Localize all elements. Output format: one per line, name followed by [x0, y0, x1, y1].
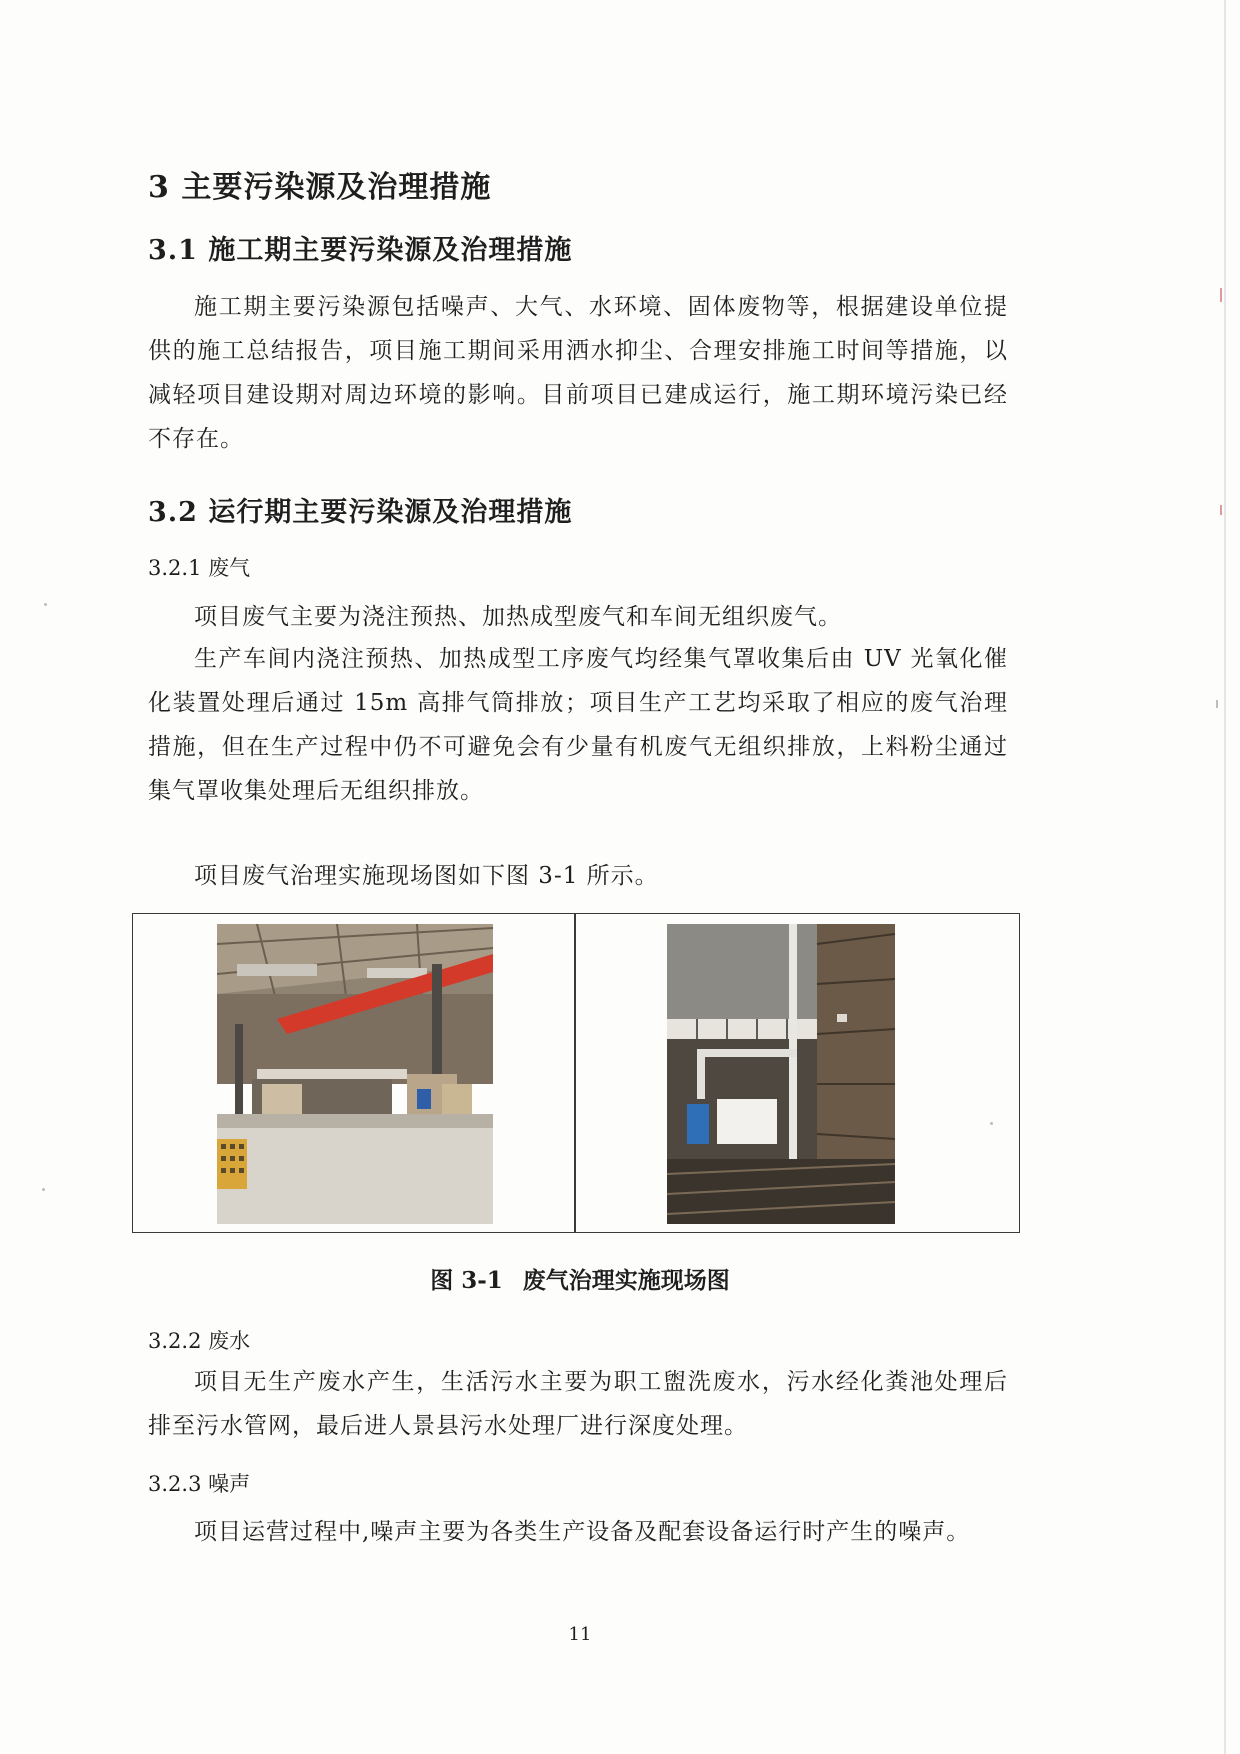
scan-mark: [1216, 700, 1218, 708]
noise-paragraph: 项目运营过程中,噪声主要为各类生产设备及配套设备运行时产生的噪声。: [194, 1519, 971, 1545]
figure-3-1-frame: [132, 913, 1020, 1233]
page-edge: [1224, 0, 1226, 1754]
subsection-3-1-title: 3.1 施工期主要污染源及治理措施: [148, 235, 573, 266]
waste-gas-paragraph-3: 项目废气治理实施现场图如下图 3-1 所示。: [194, 863, 659, 889]
subsection-3-2-3-title: 3.2.3 噪声: [148, 1472, 251, 1496]
workshop-photo-right: [667, 924, 895, 1224]
scan-mark: [1220, 288, 1222, 302]
subsection-3-2-2-title: 3.2.2 废水: [148, 1329, 251, 1353]
waste-gas-paragraph-1: 项目废气主要为浇注预热、加热成型废气和车间无组织废气。: [194, 604, 842, 630]
figure-caption-text: 废气治理实施现场图: [522, 1267, 730, 1294]
scan-speck: [42, 1188, 45, 1191]
subsection-3-2-title: 3.2 运行期主要污染源及治理措施: [148, 497, 573, 528]
waste-gas-paragraph-2: 生产车间内浇注预热、加热成型工序废气均经集气罩收集后由 UV 光氧化催化装置处理后通过 15m 高排气筒排放；项目生产工艺均采取了相应的废气治理措施，但在生产过程中仍不可避免会有少量有机废气无组织排放，上料粉尘通过集气罩收集处理后无组织排放。: [148, 646, 1008, 804]
figure-caption: [0, 1262, 1160, 1295]
exhaust-stack-image: [667, 924, 895, 1224]
subsection-3-2-1-title: 3.2.1 废气: [148, 556, 251, 580]
waste-water-paragraph: 项目无生产废水产生，生活污水主要为职工盥洗废水，污水经化粪池处理后排至污水管网，最后进人景县污水处理厂进行深度处理。: [148, 1369, 1008, 1439]
scan-mark: [1220, 505, 1222, 515]
workshop-photo-left: [217, 924, 493, 1224]
figure-caption-number: 图 3-1: [430, 1267, 503, 1294]
page-number: 11: [568, 1624, 592, 1645]
section-title: 3 主要污染源及治理措施: [148, 170, 492, 205]
workshop-crane-image: [217, 924, 493, 1224]
figure-divider: [574, 914, 576, 1232]
scan-speck: [44, 603, 47, 606]
subsection-3-1-paragraph: 施工期主要污染源包括噪声、大气、水环境、固体废物等，根据建设单位提供的施工总结报告，项目施工期间采用洒水抑尘、合理安排施工时间等措施，以减轻项目建设期对周边环境的影响。目前项目已建成运行，施工期环境污染已经不存在。: [148, 294, 1008, 452]
